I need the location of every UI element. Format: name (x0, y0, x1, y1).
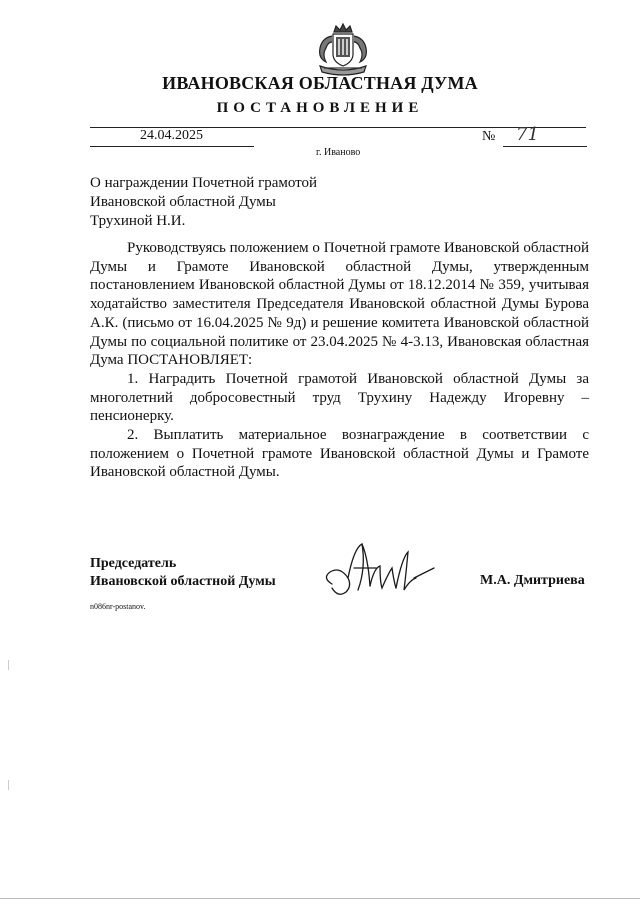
subject-line: Трухиной Н.И. (90, 213, 186, 229)
coat-of-arms-icon (314, 22, 372, 76)
subject-line: Ивановской областной Думы (90, 194, 276, 210)
signatory-name: М.А. Дмитриева (480, 573, 585, 588)
signatory-title-line: Ивановской областной Думы (90, 574, 276, 589)
document-body (90, 239, 589, 482)
handwritten-signature-icon (318, 538, 438, 604)
scan-margin-mark (8, 780, 9, 790)
document-subject (90, 174, 317, 231)
city: г. Иваново (316, 147, 361, 158)
number-underline (503, 146, 587, 147)
file-reference: n086nr-postanov. (90, 602, 146, 611)
document-number: 71 (516, 124, 539, 145)
resolution-item-2: 2. Выплатить материальное вознаграждение в соответствии с положением о Почетной грамоте Ивановской областной Думы и Грамоте Ивановской областной Думы. (90, 427, 589, 481)
document-date: 24.04.2025 (140, 128, 203, 143)
number-label: № (482, 129, 496, 144)
document-type: ПОСТАНОВЛЕНИЕ (216, 100, 424, 116)
preamble-paragraph: Руководствуясь положением о Почетной грамоте Ивановской областной Думы и Грамоте Ивановской областной Думы, утвержденным постановлением Ивановской областной Думы от 18.12.2014 № 359, учитывая ходатайство заместителя Председателя Ивановской областной Думы Бурова А.К. (письмо от 16.04.2025 № 9д) и решение комитета Ивановской областной Думы по социальной политике от 23.04.2025 № 4-3.13, Ивановская областная Дума ПОСТАНОВЛЯЕТ: (90, 240, 589, 369)
scan-margin-mark (8, 660, 9, 670)
signatory-title (90, 555, 276, 591)
scan-bottom-edge (0, 898, 640, 899)
date-underline (90, 146, 254, 147)
subject-line: О награждении Почетной грамотой (90, 175, 318, 191)
organization-title: ИВАНОВСКАЯ ОБЛАСТНАЯ ДУМА (162, 73, 478, 93)
signatory-title-line: Председатель (90, 556, 177, 571)
resolution-item-1: 1. Наградить Почетной грамотой Ивановской областной Думы за многолетний добросовестный труд Трухину Надежду Игоревну – пенсионерку. (90, 370, 589, 425)
